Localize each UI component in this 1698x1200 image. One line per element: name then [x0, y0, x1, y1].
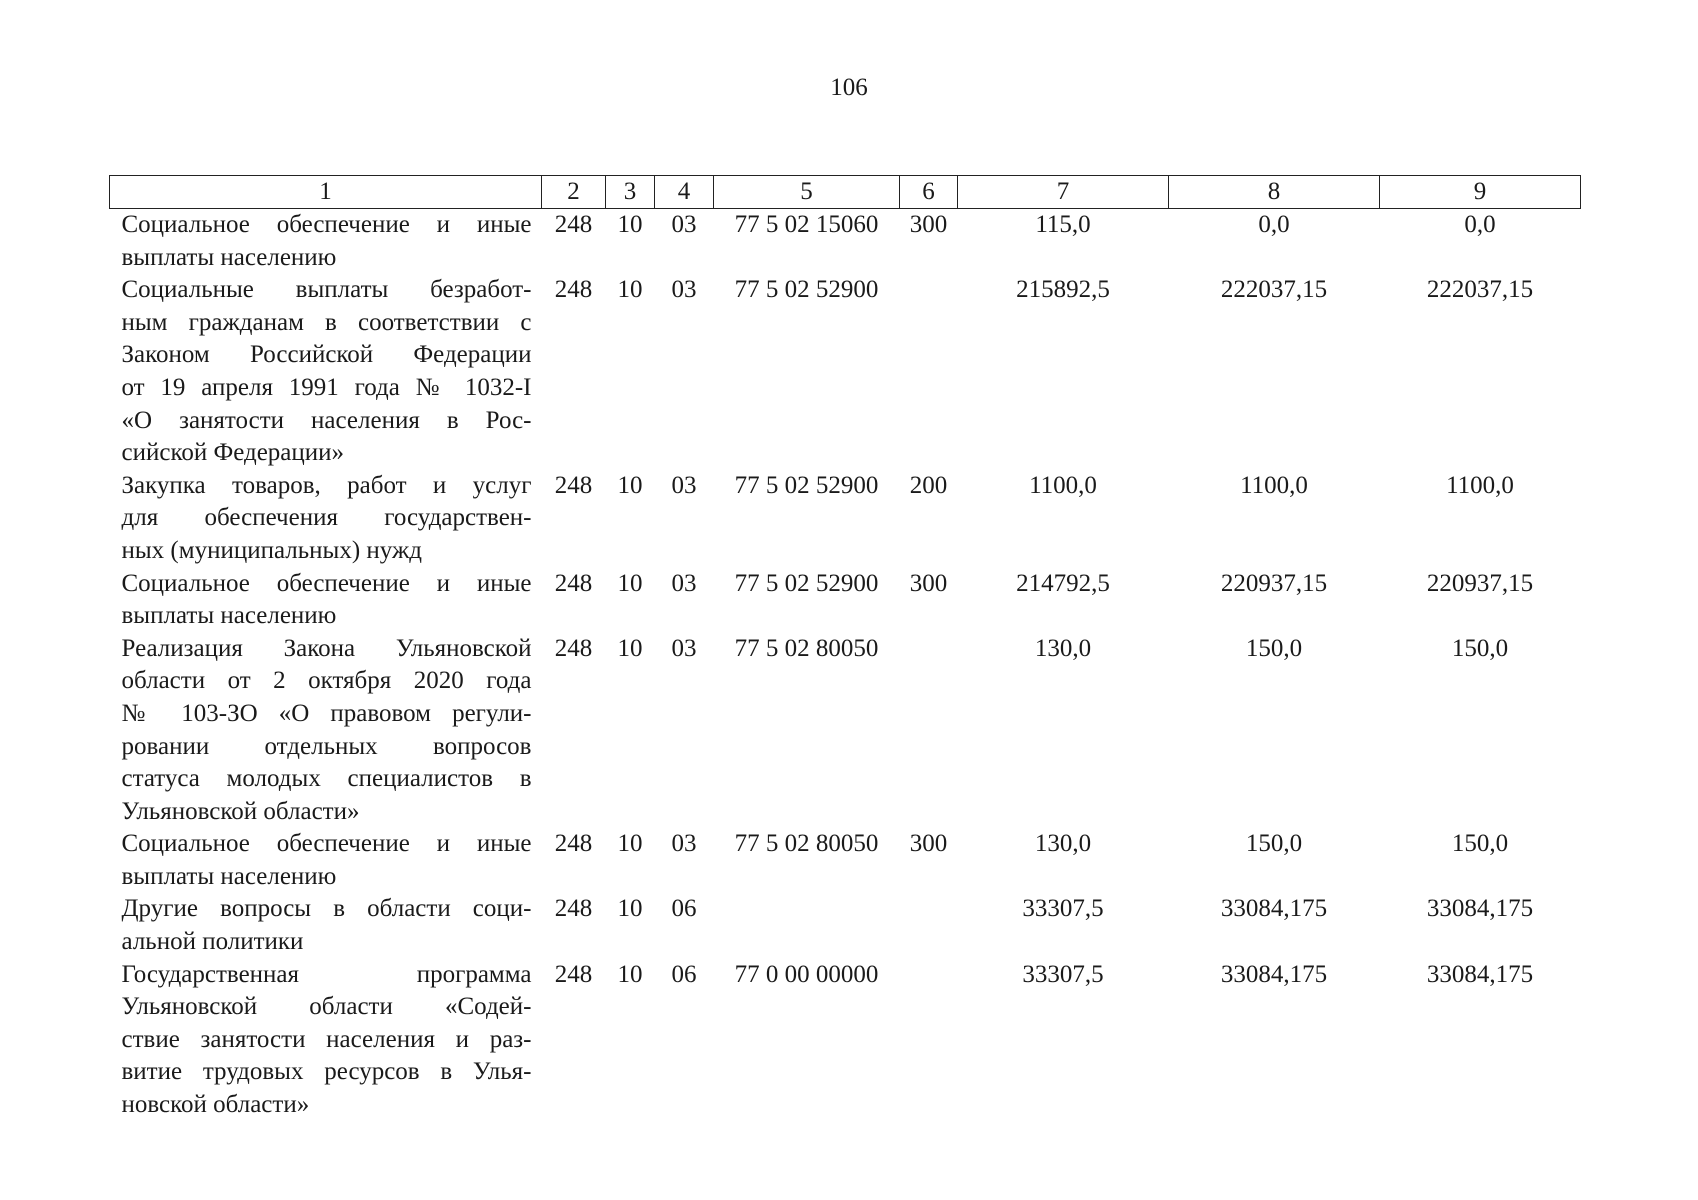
column-header: 8 [1169, 176, 1380, 209]
subsection-code-cell: 06 [671, 960, 697, 988]
amount-cell-8: 150,0 [1245, 634, 1303, 662]
expense-type-cell: 300 [909, 211, 948, 238]
subsection-code-cell: 03 [671, 211, 697, 238]
target-article-cell: 77 5 02 15060 [734, 211, 879, 238]
column-header: 6 [900, 176, 958, 209]
table-row [110, 568, 1581, 633]
row-name-line: сийской Федерации» [121, 439, 345, 467]
column-header: 7 [958, 176, 1169, 209]
page-number: 106 [830, 74, 868, 101]
column-header: 4 [655, 176, 714, 209]
row-name-line: ных (муниципальных) нужд [121, 536, 422, 564]
subsection-code-cell: 03 [671, 830, 697, 858]
row-name-cell [110, 893, 542, 958]
expense-type-cell: 300 [909, 830, 948, 858]
chapter-code-cell: 248 [554, 634, 593, 662]
table-body [110, 209, 1581, 1122]
amount-cell-7: 115,0 [1035, 211, 1091, 238]
section-code-cell: 10 [617, 960, 643, 988]
amount-cell-7: 215892,5 [1016, 276, 1110, 304]
row-name-line: Социальное обеспечение и иные [121, 830, 532, 858]
amount-cell-8: 222037,15 [1220, 276, 1328, 304]
expense-type-cell [900, 893, 958, 958]
row-name-line: области от 2 октября 2020 года [121, 667, 532, 695]
row-name-cell [110, 959, 542, 1122]
chapter-code-cell: 248 [554, 211, 593, 238]
table-row [110, 893, 1581, 958]
section-code-cell: 10 [617, 569, 643, 597]
amount-cell-9: 220937,15 [1426, 569, 1534, 597]
amount-cell-7: 130,0 [1034, 634, 1092, 662]
amount-cell-9: 1100,0 [1446, 471, 1514, 499]
row-name-line: от 19 апреля 1991 года № 1032-I [121, 373, 532, 401]
column-header: 3 [606, 176, 655, 209]
section-code-cell: 10 [617, 471, 643, 499]
amount-cell-9: 33084,175 [1426, 960, 1534, 988]
table-row [110, 470, 1581, 568]
row-name-line: Ульяновской области» [121, 797, 360, 825]
subsection-code-cell: 06 [671, 895, 697, 923]
amount-cell-9: 0,0 [1464, 211, 1496, 238]
subsection-code-cell: 03 [671, 276, 697, 304]
subsection-code-cell: 03 [671, 569, 697, 597]
row-name-line: Социальное обеспечение и иные [121, 569, 532, 597]
expense-type-cell [900, 959, 958, 1122]
target-article-cell [714, 893, 900, 958]
amount-cell-8: 150,0 [1245, 830, 1303, 858]
row-name-line: альной политики [121, 928, 304, 956]
row-name-line: Социальное обеспечение и иные [121, 211, 532, 238]
chapter-code-cell: 248 [554, 569, 593, 597]
amount-cell-9: 150,0 [1451, 634, 1509, 662]
row-name-line: выплаты населению [121, 862, 337, 890]
amount-cell-8: 1100,0 [1240, 471, 1308, 499]
section-code-cell: 10 [617, 276, 643, 304]
row-name-line: Закупка товаров, работ и услуг [121, 471, 532, 499]
row-name-line: ровании отдельных вопросов [121, 732, 532, 760]
row-name-cell [110, 470, 542, 568]
section-code-cell: 10 [617, 211, 643, 238]
row-name-line: Другие вопросы в области соци- [121, 895, 532, 923]
chapter-code-cell: 248 [554, 471, 593, 499]
amount-cell-8: 0,0 [1258, 211, 1290, 238]
amount-cell-9: 222037,15 [1426, 276, 1534, 304]
chapter-code-cell: 248 [554, 830, 593, 858]
expense-type-cell: 300 [909, 569, 948, 597]
section-code-cell: 10 [617, 895, 643, 923]
table-header-row [110, 176, 1581, 209]
amount-cell-7: 130,0 [1034, 830, 1092, 858]
subsection-code-cell: 03 [671, 471, 697, 499]
target-article-cell: 77 5 02 80050 [734, 830, 879, 858]
row-name-line: Реализация Закона Ульяновской [121, 634, 532, 662]
row-name-line: выплаты населению [121, 243, 337, 271]
amount-cell-8: 33084,175 [1220, 895, 1328, 923]
amount-cell-8: 220937,15 [1220, 569, 1328, 597]
column-header: 9 [1380, 176, 1581, 209]
row-name-line: ствие занятости населения и раз- [121, 1025, 532, 1053]
row-name-line: № 103-ЗО «О правовом регули- [121, 699, 532, 727]
amount-cell-8: 33084,175 [1220, 960, 1328, 988]
subsection-code-cell: 03 [671, 634, 697, 662]
amount-cell-7: 33307,5 [1022, 895, 1104, 923]
table-row [110, 633, 1581, 829]
table-row [110, 959, 1581, 1122]
row-name-cell [110, 568, 542, 633]
target-article-cell: 77 5 02 52900 [734, 276, 879, 304]
table-row [110, 209, 1581, 275]
amount-cell-7: 1100,0 [1029, 471, 1097, 499]
row-name-line: для обеспечения государствен- [121, 504, 532, 532]
chapter-code-cell: 248 [554, 276, 593, 304]
row-name-line: выплаты населению [121, 602, 337, 630]
target-article-cell: 77 5 02 52900 [734, 471, 879, 499]
budget-table [109, 175, 1581, 1122]
column-header: 5 [714, 176, 900, 209]
row-name-cell [110, 209, 542, 275]
row-name-line: Ульяновской области «Содей- [121, 993, 532, 1021]
expense-type-cell [900, 274, 958, 470]
table-row [110, 274, 1581, 470]
column-header: 1 [110, 176, 542, 209]
target-article-cell: 77 5 02 52900 [734, 569, 879, 597]
row-name-line: Социальные выплаты безработ- [121, 276, 532, 304]
row-name-line: ным гражданам в соответствии с [121, 308, 532, 336]
expense-type-cell [900, 633, 958, 829]
amount-cell-7: 214792,5 [1016, 569, 1110, 597]
section-code-cell: 10 [617, 830, 643, 858]
row-name-line: витие трудовых ресурсов в Улья- [121, 1058, 532, 1086]
row-name-line: «О занятости населения в Рос- [121, 406, 532, 434]
expense-type-cell: 200 [909, 471, 948, 499]
amount-cell-9: 33084,175 [1426, 895, 1534, 923]
amount-cell-9: 150,0 [1451, 830, 1509, 858]
chapter-code-cell: 248 [554, 895, 593, 923]
row-name-cell [110, 274, 542, 470]
amount-cell-7: 33307,5 [1022, 960, 1104, 988]
row-name-cell [110, 828, 542, 893]
row-name-line: Государственная программа [121, 960, 532, 988]
row-name-line: новской области» [121, 1091, 310, 1119]
table-row [110, 828, 1581, 893]
column-header: 2 [542, 176, 606, 209]
section-code-cell: 10 [617, 634, 643, 662]
row-name-line: Законом Российской Федерации [121, 341, 532, 369]
target-article-cell: 77 5 02 80050 [734, 634, 879, 662]
row-name-line: статуса молодых специалистов в [121, 765, 532, 793]
chapter-code-cell: 248 [554, 960, 593, 988]
row-name-cell [110, 633, 542, 829]
target-article-cell: 77 0 00 00000 [734, 960, 879, 988]
